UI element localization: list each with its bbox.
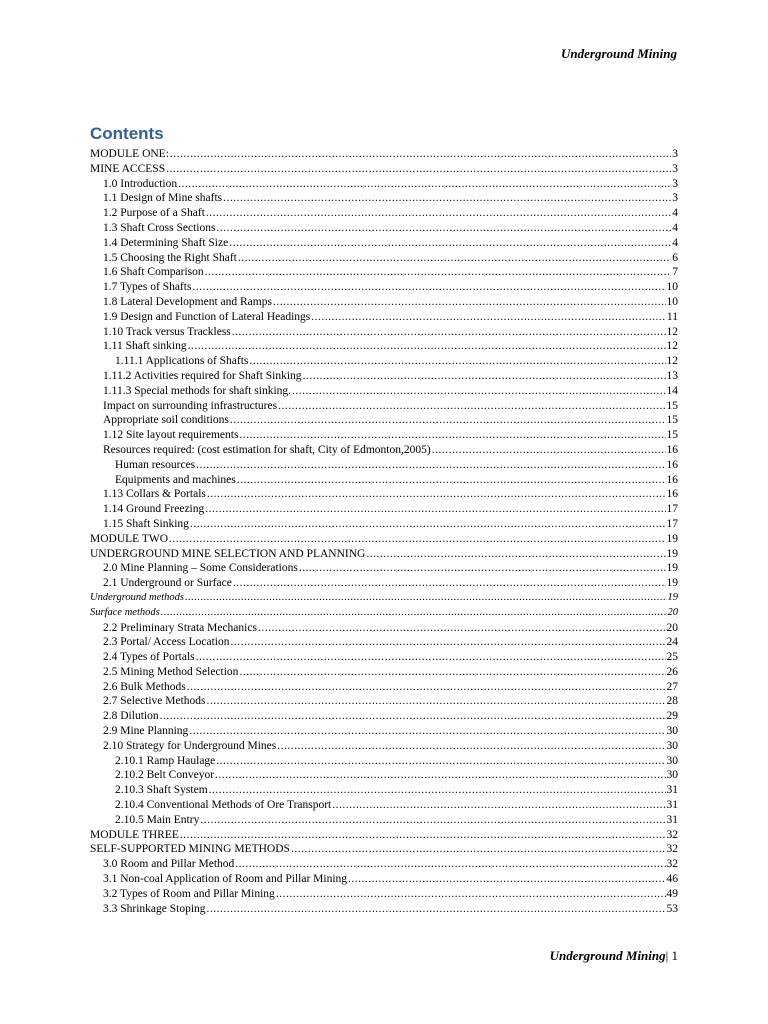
toc-entry[interactable]: [90, 502, 678, 517]
toc-entry[interactable]: [90, 399, 678, 414]
toc-entry[interactable]: [90, 887, 678, 902]
toc-entry-page: 24: [666, 636, 678, 649]
toc-entry[interactable]: [90, 680, 678, 695]
toc-entry-title: 1.11 Shaft sinking: [103, 340, 187, 353]
toc-entry-title: MINE ACCESS: [90, 162, 166, 175]
toc-entry-title: SELF-SUPPORTED MINING METHODS: [90, 843, 290, 856]
toc-entry-title: 2.9 Mine Planning: [103, 725, 189, 738]
toc-entry-title: 1.12 Site layout requirements: [103, 429, 239, 442]
toc-entry[interactable]: [90, 606, 678, 621]
toc-entry[interactable]: [90, 902, 678, 917]
toc-entry-page: 16: [666, 488, 678, 501]
toc-entry[interactable]: [90, 665, 678, 680]
toc-dot-leader: [239, 428, 665, 443]
toc-entry-page: 29: [666, 710, 678, 723]
toc-entry-page: 28: [666, 695, 678, 708]
toc-dot-leader: [229, 236, 671, 251]
toc-entry-page: 30: [666, 754, 678, 767]
toc-dot-leader: [237, 473, 666, 488]
toc-entry-page: 12: [666, 325, 678, 338]
toc-entry[interactable]: [90, 339, 678, 354]
toc-entry-page: 14: [666, 384, 678, 397]
footer-separator: |: [665, 948, 669, 963]
toc-dot-leader: [187, 680, 666, 695]
toc-entry[interactable]: [90, 798, 678, 813]
toc-dot-leader: [166, 162, 671, 177]
toc-entry-title: 1.6 Shaft Comparison: [103, 266, 204, 279]
toc-entry-page: 15: [666, 399, 678, 412]
toc-entry[interactable]: [90, 354, 678, 369]
toc-dot-leader: [291, 842, 666, 857]
toc-dot-leader: [215, 768, 665, 783]
toc-entry-page: 27: [666, 680, 678, 693]
toc-dot-leader: [332, 798, 665, 813]
toc-dot-leader: [188, 339, 666, 354]
toc-entry[interactable]: [90, 191, 678, 206]
toc-entry-page: 32: [666, 858, 678, 871]
toc-entry-title: 2.2 Preliminary Strata Mechanics: [103, 621, 257, 634]
toc-entry-page: 30: [666, 769, 678, 782]
toc-entry-page: 17: [666, 517, 678, 530]
toc-entry[interactable]: [90, 739, 678, 754]
toc-entry-title: 1.7 Types of Shafts: [103, 281, 192, 294]
toc-entry[interactable]: [90, 369, 678, 384]
toc-dot-leader: [233, 576, 666, 591]
toc-entry-page: 19: [666, 577, 678, 590]
toc-entry-page: 20: [666, 621, 678, 634]
toc-entry-page: 32: [666, 828, 678, 841]
toc-entry-page: 30: [666, 725, 678, 738]
toc-entry-page: 19: [666, 532, 678, 545]
toc-entry-page: 46: [666, 873, 678, 886]
toc-entry-title: 3.1 Non-coal Application of Room and Pillar Mining: [103, 873, 348, 886]
toc-entry[interactable]: [90, 428, 678, 443]
footer-label: Underground Mining: [549, 948, 666, 963]
toc-dot-leader: [196, 650, 666, 665]
toc-entry[interactable]: [90, 147, 678, 162]
toc-entry-title: 1.8 Lateral Development and Ramps: [103, 295, 272, 308]
toc-entry-page: 16: [666, 458, 678, 471]
toc-entry[interactable]: [90, 576, 678, 591]
toc-entry[interactable]: [90, 754, 678, 769]
toc-entry-page: 53: [666, 902, 678, 915]
toc-entry-page: 16: [666, 443, 678, 456]
toc-entry-title: 2.10 Strategy for Underground Mines: [103, 739, 277, 752]
toc-dot-leader: [170, 147, 671, 162]
toc-dot-leader: [192, 280, 665, 295]
toc-entry-title: 3.3 Shrinkage Stoping: [103, 902, 206, 915]
toc-entry[interactable]: [90, 384, 678, 399]
toc-dot-leader: [200, 813, 665, 828]
toc-entry-title: 2.7 Selective Methods: [103, 695, 206, 708]
table-of-contents: [90, 147, 678, 916]
toc-entry-title: 3.0 Room and Pillar Method: [103, 858, 235, 871]
toc-entry-title: 2.5 Mining Method Selection: [103, 665, 239, 678]
toc-dot-leader: [189, 724, 665, 739]
toc-dot-leader: [205, 502, 665, 517]
toc-entry[interactable]: [90, 295, 678, 310]
toc-entry-title: 1.1 Design of Mine shafts: [103, 192, 223, 205]
toc-entry[interactable]: [90, 458, 678, 473]
toc-entry-title: 2.10.5 Main Entry: [115, 813, 200, 826]
toc-dot-leader: [190, 517, 666, 532]
toc-entry[interactable]: [90, 813, 678, 828]
toc-entry-title: 1.11.3 Special methods for shaft sinking.: [103, 384, 292, 397]
toc-dot-leader: [348, 872, 665, 887]
toc-entry-title: 2.8 Dilution: [103, 710, 159, 723]
toc-entry-page: 32: [666, 843, 678, 856]
toc-entry-page: 19: [667, 591, 678, 603]
toc-entry-title: 1.10 Track versus Trackless: [103, 325, 231, 338]
toc-entry[interactable]: [90, 709, 678, 724]
toc-entry-title: Underground methods: [90, 591, 185, 603]
toc-entry[interactable]: [90, 591, 678, 606]
running-header: Underground Mining: [561, 46, 677, 61]
toc-dot-leader: [238, 251, 671, 266]
toc-entry-title: 1.11.2 Activities required for Shaft Sinking: [103, 369, 302, 382]
toc-dot-leader: [169, 532, 665, 547]
toc-entry[interactable]: [90, 532, 678, 547]
toc-entry[interactable]: [90, 265, 678, 280]
toc-entry-title: 2.10.1 Ramp Haulage: [115, 754, 216, 767]
toc-entry[interactable]: [90, 221, 678, 236]
toc-entry[interactable]: [90, 724, 678, 739]
toc-entry-title: MODULE TWO: [90, 532, 169, 545]
toc-entry-page: 12: [666, 355, 678, 368]
toc-entry[interactable]: [90, 413, 678, 428]
toc-entry-page: 4: [672, 221, 678, 234]
toc-entry-page: 7: [672, 266, 678, 279]
toc-dot-leader: [292, 384, 665, 399]
toc-entry[interactable]: [90, 547, 678, 562]
toc-entry-page: 49: [666, 887, 678, 900]
toc-entry[interactable]: [90, 177, 678, 192]
toc-entry[interactable]: [90, 162, 678, 177]
toc-entry-page: 12: [666, 340, 678, 353]
toc-dot-leader: [160, 709, 666, 724]
toc-entry-title: 1.0 Introduction: [103, 177, 178, 190]
toc-entry-page: 30: [666, 739, 678, 752]
toc-dot-leader: [277, 739, 665, 754]
toc-dot-leader: [178, 177, 671, 192]
toc-dot-leader: [196, 458, 665, 473]
toc-dot-leader: [223, 191, 671, 206]
toc-entry-title: MODULE THREE: [90, 828, 179, 841]
toc-entry-title: 2.10.4 Conventional Methods of Ore Transport: [115, 799, 332, 812]
toc-entry[interactable]: [90, 517, 678, 532]
toc-entry-title: Appropriate soil conditions: [103, 414, 229, 427]
toc-entry-page: 10: [666, 281, 678, 294]
toc-entry-title: 1.14 Ground Freezing: [103, 503, 205, 516]
toc-dot-leader: [207, 694, 666, 709]
toc-dot-leader: [303, 369, 666, 384]
toc-entry[interactable]: [90, 325, 678, 340]
toc-dot-leader: [239, 665, 665, 680]
toc-dot-leader: [230, 413, 666, 428]
toc-entry-page: 15: [666, 429, 678, 442]
toc-entry-page: 3: [672, 162, 678, 175]
contents-heading: Contents: [90, 124, 164, 143]
toc-dot-leader: [232, 325, 666, 340]
toc-dot-leader: [230, 635, 665, 650]
toc-entry[interactable]: [90, 872, 678, 887]
toc-entry-page: 3: [672, 192, 678, 205]
toc-dot-leader: [273, 295, 666, 310]
toc-dot-leader: [311, 310, 666, 325]
toc-entry-page: 3: [672, 148, 678, 160]
toc-dot-leader: [249, 354, 665, 369]
toc-entry-page: 25: [666, 651, 678, 664]
toc-entry-title: 1.4 Determining Shaft Size: [103, 236, 229, 249]
toc-entry-title: Impact on surrounding infrastructures: [103, 399, 278, 412]
toc-entry[interactable]: [90, 635, 678, 650]
toc-entry-title: MODULE ONE:: [90, 148, 169, 160]
toc-entry-title: Human resources: [115, 458, 196, 471]
toc-entry-title: 1.3 Shaft Cross Sections: [103, 221, 216, 234]
page-number: 1: [671, 948, 678, 963]
toc-dot-leader: [276, 887, 666, 902]
toc-entry-title: 2.1 Underground or Surface: [103, 577, 232, 590]
toc-entry-title: UNDERGROUND MINE SELECTION AND PLANNING: [90, 547, 366, 560]
toc-entry[interactable]: [90, 206, 678, 221]
toc-entry[interactable]: [90, 768, 678, 783]
toc-entry-page: 31: [666, 813, 678, 826]
toc-entry-title: 1.15 Shaft Sinking: [103, 517, 189, 530]
toc-entry-page: 11: [666, 310, 678, 323]
toc-entry-title: 2.4 Types of Portals: [103, 651, 195, 664]
page-footer: [550, 948, 678, 964]
toc-entry-page: 4: [672, 236, 678, 249]
toc-entry-page: 31: [666, 784, 678, 797]
toc-entry-title: 3.2 Types of Room and Pillar Mining: [103, 887, 275, 900]
toc-dot-leader: [432, 443, 666, 458]
toc-entry[interactable]: [90, 694, 678, 709]
toc-entry-title: 1.13 Collars & Portals: [103, 488, 206, 501]
toc-entry[interactable]: [90, 473, 678, 488]
toc-entry-page: 15: [666, 414, 678, 427]
toc-entry-title: 2.6 Bulk Methods: [103, 680, 186, 693]
toc-entry-page: 13: [666, 369, 678, 382]
toc-entry-page: 6: [672, 251, 678, 264]
toc-dot-leader: [216, 754, 665, 769]
toc-entry-title: 1.11.1 Applications of Shafts: [115, 355, 249, 368]
toc-entry[interactable]: [90, 561, 678, 576]
toc-entry-page: 4: [672, 207, 678, 220]
toc-entry-page: 3: [672, 177, 678, 190]
toc-dot-leader: [299, 561, 666, 576]
toc-entry[interactable]: [90, 621, 678, 636]
toc-entry-page: 26: [666, 665, 678, 678]
toc-entry-page: 31: [666, 799, 678, 812]
toc-entry[interactable]: [90, 236, 678, 251]
toc-entry-title: Surface methods: [90, 606, 160, 618]
toc-entry-page: 20: [667, 606, 678, 618]
toc-dot-leader: [185, 591, 666, 606]
toc-entry-title: 1.5 Choosing the Right Shaft: [103, 251, 237, 264]
toc-entry[interactable]: [90, 251, 678, 266]
toc-dot-leader: [235, 857, 665, 872]
toc-dot-leader: [258, 621, 666, 636]
toc-entry[interactable]: [90, 828, 678, 843]
toc-dot-leader: [278, 399, 665, 414]
toc-entry-title: 2.0 Mine Planning – Some Considerations: [103, 562, 298, 575]
toc-dot-leader: [366, 547, 665, 562]
toc-entry-page: 17: [666, 503, 678, 516]
toc-entry[interactable]: [90, 443, 678, 458]
toc-entry-title: 2.10.3 Shaft System: [115, 784, 208, 797]
toc-dot-leader: [180, 828, 666, 843]
toc-entry-title: 2.10.2 Belt Conveyor: [115, 769, 215, 782]
toc-entry-title: 1.2 Purpose of a Shaft: [103, 207, 205, 220]
toc-dot-leader: [206, 206, 671, 221]
toc-entry-title: 2.3 Portal/ Access Location: [103, 636, 230, 649]
toc-dot-leader: [216, 221, 671, 236]
toc-entry[interactable]: [90, 650, 678, 665]
toc-entry[interactable]: [90, 857, 678, 872]
toc-dot-leader: [207, 487, 666, 502]
toc-entry-page: 10: [666, 295, 678, 308]
toc-entry-title: Resources required: (cost estimation for shaft, City of Edmonton,2005): [103, 443, 431, 456]
toc-dot-leader: [209, 783, 666, 798]
toc-entry-page: 16: [666, 473, 678, 486]
toc-entry-title: 1.9 Design and Function of Lateral Headings: [103, 310, 311, 323]
toc-entry-page: 19: [666, 547, 678, 560]
toc-dot-leader: [205, 265, 672, 280]
toc-entry[interactable]: [90, 487, 678, 502]
toc-entry[interactable]: [90, 280, 678, 295]
toc-dot-leader: [207, 902, 666, 917]
toc-entry-page: 19: [666, 562, 678, 575]
toc-dot-leader: [161, 606, 667, 621]
toc-entry[interactable]: [90, 783, 678, 798]
toc-entry[interactable]: [90, 842, 678, 857]
toc-entry[interactable]: [90, 310, 678, 325]
toc-entry-title: Equipments and machines: [115, 473, 236, 486]
